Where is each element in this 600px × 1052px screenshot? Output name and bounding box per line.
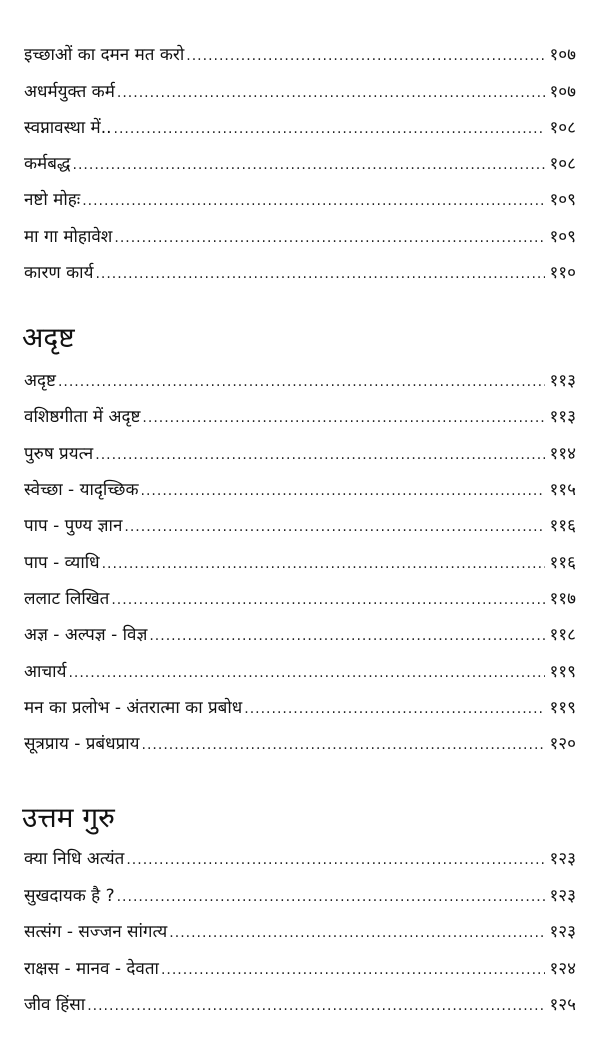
toc-entry-title: कर्मबद्ध	[24, 154, 71, 174]
toc-entry[interactable]	[24, 988, 576, 1016]
toc-entry[interactable]	[24, 618, 576, 646]
toc-entry-page: १२३	[549, 886, 576, 906]
toc-entry[interactable]	[24, 473, 576, 501]
dot-leader	[142, 408, 545, 428]
toc-entry-title: मन का प्रलोभ - अंतरात्मा का प्रबोध	[24, 698, 243, 718]
dot-leader	[95, 445, 545, 465]
toc-entry-page: १२०	[549, 734, 576, 754]
toc-entry-page: ११४	[549, 444, 576, 464]
toc-entry-page: १०७	[549, 45, 576, 65]
dot-leader	[169, 923, 545, 943]
toc-entry-title: इच्छाओं का दमन मत करो	[24, 45, 185, 65]
toc-entry[interactable]	[24, 437, 576, 465]
dot-leader	[87, 996, 545, 1016]
toc-entry-title: नष्टो मोहः	[24, 190, 81, 210]
toc-entry[interactable]	[24, 915, 576, 943]
toc-entry[interactable]	[24, 727, 576, 755]
toc-entry-title: आचार्य	[24, 662, 67, 682]
dot-leader	[141, 481, 546, 501]
dot-leader	[126, 850, 545, 870]
dot-leader	[186, 46, 545, 66]
toc-entry-title: जीव हिंसा	[24, 995, 86, 1015]
toc-entry[interactable]	[24, 879, 576, 907]
dot-leader	[117, 83, 546, 103]
toc-entry-title: अधर्मयुक्त कर्म	[24, 82, 115, 102]
toc-entry-title: कारण कार्य	[24, 263, 94, 283]
dot-leader	[82, 191, 545, 211]
dot-leader	[142, 735, 546, 755]
toc-entry-title: स्वेच्छा - यादृच्छिक	[24, 480, 139, 500]
toc-entry[interactable]	[24, 842, 576, 870]
toc-entry-title: सूत्रप्राय - प्रबंधप्राय	[24, 734, 140, 754]
toc-entry-page: ११९	[549, 698, 576, 718]
dot-leader	[124, 517, 545, 537]
toc-entry[interactable]	[24, 400, 576, 428]
dot-leader	[68, 663, 545, 683]
toc-entry-title: अदृष्ट	[24, 371, 56, 391]
toc-entry[interactable]	[24, 582, 576, 610]
toc-entry[interactable]	[24, 509, 576, 537]
toc-entry-title: ललाट लिखित	[24, 589, 110, 609]
toc-entry-page: ११३	[549, 371, 576, 391]
toc-entry-page: ११६	[549, 553, 576, 573]
toc-entry-page: ११३	[549, 407, 576, 427]
toc-entry-page: १०८	[549, 118, 576, 138]
toc-entry-page: १०९	[549, 190, 576, 210]
dot-leader	[58, 372, 546, 392]
dot-leader	[244, 699, 545, 719]
toc-entry-title: अज्ञ - अल्पज्ञ - विज्ञ	[24, 625, 148, 645]
toc-entry-title: वशिष्ठगीता में अदृष्ट	[24, 407, 141, 427]
toc-entry-title: पुरुष प्रयत्न	[24, 444, 94, 464]
toc-entry[interactable]	[24, 952, 576, 980]
toc-entry[interactable]	[24, 655, 576, 683]
toc-entry-title: पाप - पुण्य ज्ञान	[24, 516, 123, 536]
toc-entry-title: स्वप्नावस्था में..	[24, 118, 112, 138]
toc-entry[interactable]	[24, 364, 576, 392]
toc-entry-page: १०८	[549, 154, 576, 174]
toc-entry-page: ११०	[549, 263, 576, 283]
toc-entry-page: ११६	[549, 516, 576, 536]
toc-entry[interactable]	[24, 220, 576, 248]
toc-entry-page: १२४	[549, 959, 576, 979]
dot-leader	[149, 626, 545, 646]
section-heading: उत्तम गुरु	[22, 801, 115, 834]
toc-entry-title: पाप - व्याधि	[24, 553, 100, 573]
dot-leader	[102, 554, 546, 574]
toc-entry-page: १२३	[549, 922, 576, 942]
dot-leader	[111, 590, 545, 610]
dot-leader	[114, 228, 545, 248]
section-heading: अदृष्ट	[22, 321, 75, 354]
toc-entry[interactable]	[24, 75, 576, 103]
toc-entry-page: ११८	[549, 625, 576, 645]
dot-leader	[114, 119, 546, 139]
toc-entry[interactable]	[24, 691, 576, 719]
toc-entry-title: मा गा मोहावेश	[24, 227, 113, 247]
toc-entry-page: १०९	[549, 227, 576, 247]
toc-entry-page: १२५	[549, 995, 576, 1015]
dot-leader	[95, 264, 545, 284]
toc-entry-title: सुखदायक है ?	[24, 886, 115, 906]
toc-entry-page: १०७	[549, 82, 576, 102]
toc-entry[interactable]	[24, 256, 576, 284]
toc-entry-page: ११७	[549, 589, 576, 609]
toc-entry[interactable]	[24, 546, 576, 574]
toc-entry-page: १२३	[549, 849, 576, 869]
toc-entry[interactable]	[24, 147, 576, 175]
toc-entry-page: ११९	[549, 662, 576, 682]
toc-entry[interactable]	[24, 183, 576, 211]
dot-leader	[161, 960, 546, 980]
toc-entry[interactable]	[24, 38, 576, 66]
dot-leader	[117, 887, 546, 907]
toc-entry-page: ११५	[549, 480, 576, 500]
toc-entry[interactable]	[24, 111, 576, 139]
toc-entry-title: क्या निधि अत्यंत	[24, 849, 125, 869]
toc-entry-title: राक्षस - मानव - देवता	[24, 959, 159, 979]
dot-leader	[73, 155, 546, 175]
toc-entry-title: सत्संग - सज्जन सांगत्य	[24, 922, 168, 942]
